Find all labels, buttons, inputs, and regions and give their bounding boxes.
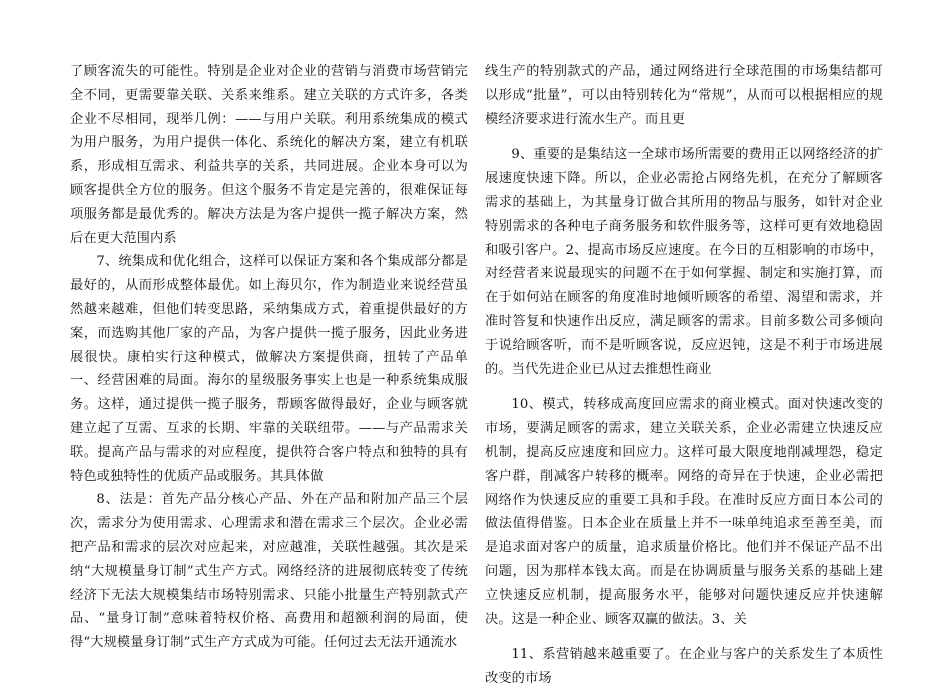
paragraph-7: 7、统集成和优化组合，这样可以保证方案和各个集成部分都是最好的，从而形成整体最优。如上海贝尔，作为制造业来说经营虽然越来越难，但他们转变思路，采纳集成方式，着重提供最好的方案，而选购其他厂家的产品，为客户提供一揽子服务，因此业务进展很快。康柏实行这种模式，做解决方案提供商，扭转了产品单一、经营困难的局面。海尔的星级服务事实上也是一种系统集成服务。这样，通过提供一揽子服务，帮顾客做得最好，企业与顾客就建立起了互需、互求的长期、牢靠的关联纽带。——与产品需求关联。提高产品与需求的对应程度，提供符合客户特点和独特的具有特色或独特性的优质产品或服务。其具体做 <box>70 254 468 484</box>
paragraph-11: 11、系营销越来越重要了。在企业与客户的关系发生了本质性改变的市场 <box>485 647 883 687</box>
paragraph-10: 10、模式，转移成高度回应需求的商业模式。面对快速改变的市场，要满足顾客的需求，建立关联关系，企业必需建立快速反应机制，提高反应速度和回应力。这样可最大限度地削减埋怨，稳定客户群，削减客户转移的概率。网络的奇异在于快速，企业必需把网络作为快速反应的重要工具和手段。在准时反应方面日本公司的做法值得借鉴。日本企业在质量上并不一味单纯追求至善至美，而是追求面对客户的质量，追求质量价格比。他们并不保证产品不出问题，因为那样本钱太高。而是在协调质量与服务关系的基础上建立快速反应机制，提高服务水平，能够对问题快速反应并快速解决。这是一种企业、顾客双赢的做法。3、关 <box>485 397 883 627</box>
paragraph-8: 8、法是：首先产品分核心产品、外在产品和附加产品三个层次，需求分为使用需求、心理需求和潜在需求三个层次。企业必需把产品和需求的层次对应起来，对应越准，关联性越强。其次是采纳“大规模量身订制”式生产方式。网络经济的进展彻底转变了传统经济下无法大规模集结市场特别需求、只能小批量生产特别款式产品、“量身订制”意味着特权价格、高费用和超额利润的局面，使得“大规模量身订制”式生产方式成为可能。任何过去无法开通流水 <box>70 492 468 651</box>
paragraph-9: 9、重要的是集结这一全球市场所需要的费用正以网络经济的扩展速度快速下降。所以，企业必需抢占网络先机，在充分了解顾客需求的基础上，为其量身订做合其所用的物品与服务，如针对企业特别需求的各种电子商务服务和软件服务等，这样可更有效地稳固和吸引客户。2、提高市场反应速度。在今日的互相影响的市场中，对经营者来说最现实的问题不在于如何掌握、制定和实施打算，而在于如何站在顾客的角度准时地倾听顾客的希望、渴望和需求，并准时答复和快速作出反应，满足顾客的需求。目前多数公司多倾向于说给顾客听，而不是听顾客说，反应迟钝，这是不利于市场进展的。当代先进企业已从过去推想性商业 <box>485 147 883 377</box>
paragraph-1: 了顾客流失的可能性。特别是企业对企业的营销与消费市场营销完全不同，更需要靠关联、关系来维系。建立关联的方式许多，各类企业不尽相同，现举几例：——与用户关联。利用系统集成的模式为用户服务，为用户提供一体化、系统化的解决方案，建立有机联系，形成相互需求、利益共享的关系，共同进展。企业本身可以为顾客提供全方位的服务。但这个服务不肯定是完善的，很难保证每项服务都是最优秀的。解决方法是为客户提供一揽子解决方案，然后在更大范围内系 <box>70 64 468 246</box>
paragraph-continuation: 线生产的特别款式的产品，通过网络进行全球范围的市场集结都可以形成“批量”，可以由特别转化为“常规”，从而可以根据相应的规模经济要求进行流水生产。而且更 <box>485 64 883 127</box>
right-column <box>485 60 883 691</box>
left-column <box>70 60 468 655</box>
